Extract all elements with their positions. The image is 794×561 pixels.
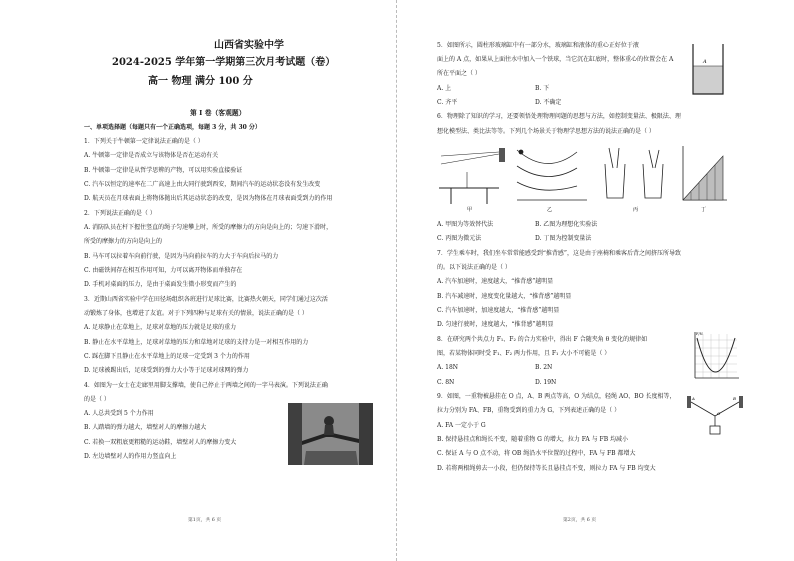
option: B. 2N bbox=[535, 364, 553, 371]
question-line: 所受的摩擦力的方向是向上的 bbox=[84, 238, 163, 245]
option: A. 18N bbox=[437, 364, 459, 371]
option: C. 齐平 bbox=[437, 99, 458, 106]
resultant-force-graph bbox=[687, 330, 739, 382]
exam-title: 2024-2025 学年第一学期第三次月考试题（卷） bbox=[112, 57, 336, 68]
question-line: B. 静止在水平草地上，足球对草地的压力和草地对足球的支持力是一对相互作用的力 bbox=[84, 339, 309, 346]
question-line: C. 踩在脚下且静止在水平草地上的足球一定受到 3 个力的作用 bbox=[84, 353, 250, 360]
question-line: 所在平面之（ ） bbox=[437, 70, 481, 77]
question-line: 4．如图为一女士在走廊里用脚支撑墙，使自己停止于两墙之间的一字马表演。下列说法正确 bbox=[84, 382, 328, 389]
question-line: 2．下列说法正确的是（ ） bbox=[84, 210, 156, 217]
question-line: 3．近期山西省实验中学在田径场组织各班进行足球比赛，比赛热火朝天，同学们通过这次活 bbox=[84, 296, 328, 303]
option: C. 8N bbox=[437, 379, 455, 386]
question-line: 想化模型法、类比法等等。下列几个场景关于物理学思想方法的说法正确的是（ ） bbox=[437, 128, 655, 135]
figure-label: 丁 bbox=[701, 207, 707, 213]
point-o-label: O bbox=[717, 411, 721, 416]
question-line: C. 由磁铁间存在相互作用可知，力可以离开物体而单独存在 bbox=[84, 267, 243, 274]
option: B. 保持悬挂点和绳长不变，随着重物 G 的增大，拉力 FA 与 FB 均减小 bbox=[437, 436, 629, 443]
question-line: 面上的 A 点，如果从上面往水中加入一个铁球，当它沉在缸底时，整体重心的位置会在 A bbox=[437, 56, 674, 63]
split-pose-photo bbox=[288, 403, 373, 465]
question-line: 1．下列关于牛顿第一定律说法正确的是（ ） bbox=[84, 138, 204, 145]
question-line: 6．物理除了知识的学习，还要领悟处理物理问题的思想与方法，如控制变量法、极限法、理 bbox=[437, 113, 681, 120]
option: C. 丙图为微元法 bbox=[437, 235, 482, 242]
option: D. 丁图为控制变量法 bbox=[535, 235, 592, 242]
option: A. 上 bbox=[437, 85, 452, 92]
question-line: B. 人踏墙的弹力越大，墙壁对人的摩擦力越大 bbox=[84, 424, 207, 431]
option: B. 下 bbox=[535, 85, 550, 92]
question-line: D. 足球被踢出后，足球受到的弹力大小等于足球对球网的弹力 bbox=[84, 367, 249, 374]
option: B. 乙图为理想化实验法 bbox=[535, 221, 598, 228]
option: D. 不确定 bbox=[535, 99, 562, 106]
section-heading: 一、单项选择题（每题只有一个正确选项，每题 3 分，共 30 分） bbox=[84, 124, 261, 131]
option: D. 19N bbox=[535, 379, 557, 386]
option: C. 保证 A 与 O 点不动，将 OB 绳沿水平位置的过程中，FA 与 FB 都增大 bbox=[437, 450, 636, 457]
question-line: 图，若某物体同时受 F₁、F₂ 两力作用，且 F₁ 大小不可能是（ ） bbox=[437, 350, 611, 357]
question-line: D. 航天员在月球表面上将物体抛出后其运动状态的改变，是因为物体在月球表面受到力的作用 bbox=[84, 195, 333, 202]
figure-label: 甲 bbox=[467, 207, 473, 213]
question-line: A. 消防队员在杆下握住竖直的绳子匀速攀上时，所受的摩擦力的方向是向上的；匀速下滑时， bbox=[84, 224, 333, 231]
question-line: C. 若换一双粗底更粗糙的运动鞋，墙壁对人的摩擦力变大 bbox=[84, 439, 237, 446]
page-footer: 第1页，共 6 页 bbox=[188, 518, 222, 523]
option: D. 匀速行驶时，速度越大，“推背感”越明显 bbox=[437, 321, 554, 328]
question-line: B. 马车可以拉着车向前行驶，是因为马向前拉车的力大于车向后拉马的力 bbox=[84, 253, 279, 260]
option: B. 汽车减速时，速度变化量越大，“推背感”越明显 bbox=[437, 293, 572, 300]
question-line: D. 手机对桌面的压力，是由于桌面发生微小形变而产生的 bbox=[84, 281, 237, 288]
question-line: 的是（ ） bbox=[84, 396, 110, 403]
question-line: A. 足球静止在草地上，足球对草地的压力就是足球的重力 bbox=[84, 324, 237, 331]
question-line: A. 人总共受到 5 个力作用 bbox=[84, 410, 154, 417]
point-b-label: B bbox=[733, 396, 736, 401]
page-footer: 第2页，共 6 页 bbox=[563, 518, 597, 523]
beaker-figure bbox=[683, 40, 733, 98]
graph-axis-label: F/N bbox=[696, 332, 703, 336]
figure-label: 丙 bbox=[633, 207, 639, 213]
school-name: 山西省实验中学 bbox=[214, 40, 284, 51]
question-line: 7．学生乘车时，我们坐车常常能感受到“推背感”，这是由于座椅和乘客后背之间挤压所导致 bbox=[437, 250, 681, 257]
right-page bbox=[397, 0, 794, 561]
point-a-label: A bbox=[703, 59, 707, 65]
option: A. 甲图为等效替代法 bbox=[437, 221, 494, 228]
question-line: 9．如图，一重物被悬挂在 O 点，A、B 两点等高，O 为结点，轻绳 AO、BO 长度相等， bbox=[437, 393, 676, 400]
method-figures bbox=[437, 142, 727, 212]
question-line: 拉力分别为 FA、FB，重物受到的重力为 G，下列表述正确的是（ ） bbox=[437, 407, 621, 414]
question-line: 动锻炼了身体，也增进了友谊。对于下列四种与足球有关的情景，说法正确的是（ ） bbox=[84, 310, 308, 317]
question-line: 的。以下说法正确的是（ ） bbox=[437, 264, 511, 271]
option: A. FA 一定小于 G bbox=[437, 422, 486, 429]
figure-jia bbox=[439, 148, 505, 204]
hanging-weight-figure bbox=[685, 392, 745, 440]
question-line: A. 牛顿第一定律是否成立与该物体是否在运动有关 bbox=[84, 152, 219, 159]
question-line: B. 牛顿第一定律是从哲学思辨的产物，可以用实验直接验证 bbox=[84, 167, 243, 174]
option: C. 汽车加速时，加速度越大，“推背感”越明显 bbox=[437, 307, 560, 314]
figure-ding bbox=[683, 146, 727, 200]
question-line: D. 左边墙壁对人的作用力竖直向上 bbox=[84, 453, 177, 460]
option: D. 若将两根绳剪去一小段，但仍保持等长且悬挂点不变，则拉力 FA 与 FB 均变大 bbox=[437, 465, 656, 472]
question-line: 8．在研究两个共点力 F₁、F₂ 的合力实验中，得出 F 合随夹角 θ 变化的规律如 bbox=[437, 336, 648, 343]
figure-bing bbox=[605, 148, 663, 198]
figure-label: 乙 bbox=[547, 207, 553, 213]
volume-heading: 第 I 卷（客观题） bbox=[190, 109, 246, 117]
figure-yi bbox=[517, 150, 587, 200]
point-a-label: A bbox=[692, 396, 695, 401]
subject-line: 高一 物理 满分 100 分 bbox=[148, 76, 253, 87]
option: A. 汽车加速时，速度越大，“推背感”越明显 bbox=[437, 278, 554, 285]
question-line: 5．如图所示，圆柱形玻璃缸中有一部分水，玻璃缸和液体的重心正好位于液 bbox=[437, 42, 639, 49]
question-line: C. 汽车以恒定的速率在二广高速上由大同行驶到西安，期间汽车的运动状态没有发生改变 bbox=[84, 181, 321, 188]
